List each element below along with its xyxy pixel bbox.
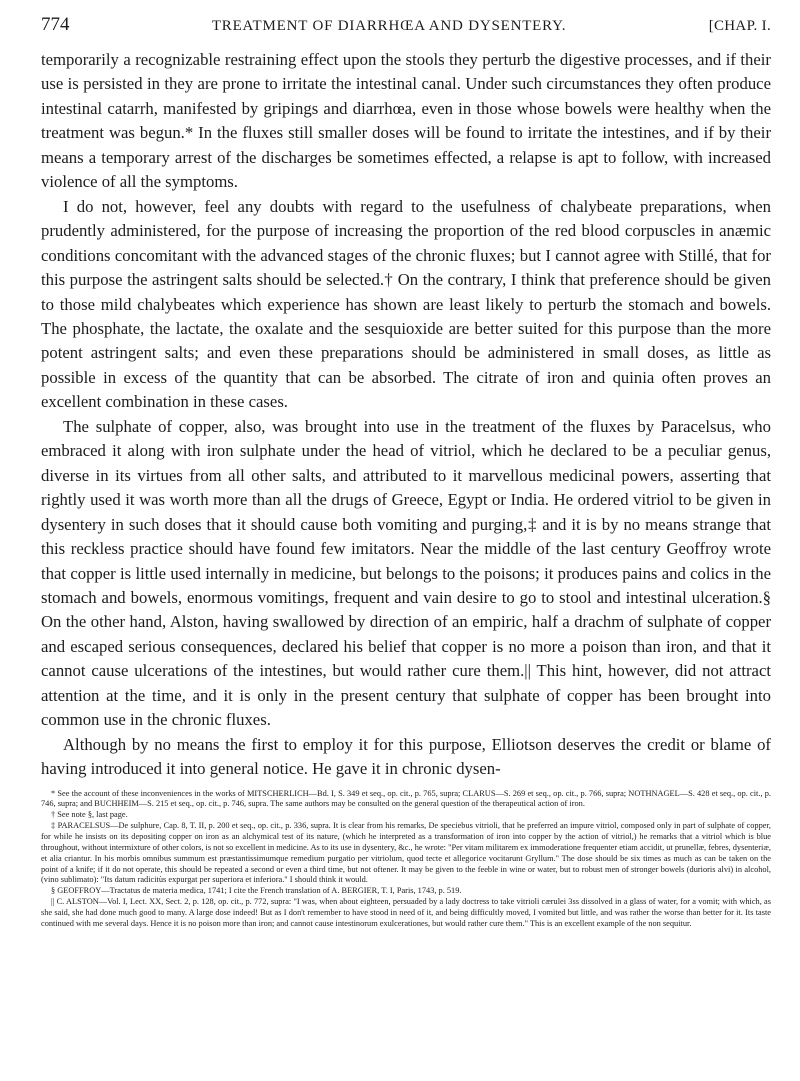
paragraph-1: temporarily a recognizable restraining effect upon the stools they perturb the digestive processes, and if their use is persisted in they are prone to irritate the intestinal canal. Under such circumstances they often produce intestinal catarrh, manifested by gripings and diarrhœa, even in those whose bowels were healthy when the treatment was begun.* In the fluxes still smaller doses will be found to irritate the intestines, and if by their means a temporary arrest of the discharges be sometimes effected, a relapse is apt to follow, with increased violence of all the symptoms. <box>41 50 771 192</box>
footnotes <box>41 789 771 930</box>
footnote-4: § GEOFFROY—Tractatus de materia medica, 1741; I cite the French translation of A. BERGIER, T. I, Paris, 1743, p. 519. <box>51 886 462 896</box>
footnote-5: || C. ALSTON—Vol. I, Lect. XX, Sect. 2, p. 128, op. cit., p. 772, supra: "I was, when about eighteen, persuaded by a lady doctress to take vitrioli cærulei 3ss dissolved in a glass of water, for a vomit; with which, as she said, she had done much good to many. A large dose indeed! But as I don't remember to have stood in need of it, and being difficultly moved, I vomited but little, and was rather the worse than better for it. Its taste continued with me several days. Hence it is no poison more than iron; and cannot cause intestinorum exulcerationes, but would rather cure them." This is an excellent example of the non sequitur. <box>41 897 771 928</box>
chapter-label: [CHAP. I. <box>708 18 771 34</box>
footnote-2: † See note §, last page. <box>51 810 128 820</box>
body-text <box>41 48 771 782</box>
paragraph-3: The sulphate of copper, also, was brought into use in the treatment of the fluxes by Paracelsus, who embraced it along with iron sulphate under the head of vitriol, which he declared to be a peculiar genus, diverse in its virtues from all other salts, and attributed to it marvellous medicinal powers, asserting that rightly used it was worth more than all the drugs of Greece, Egypt or India. He ordered vitriol to be given in dysentery in such doses that it should cause both vomiting and purging,‡ and it is by no means strange that this reckless practice should have found few imitators. Near the middle of the last century Geoffroy wrote that copper is little used internally in medicine, but belongs to the poisons; it produces pains and colics in the stomach and bowels, enormous vomitings, frequent and vain desire to go to stool and intestinal ulceration.§ On the other hand, Alston, having swallowed by direction of an empiric, half a drachm of sulphate of copper and escaped serious consequences, declared his belief that copper is no more a poison than iron, and that it cannot cause ulcerations of the intestines, but would rather cure them.|| This hint, however, did not attract attention at the time, and it is only in the present century that sulphate of copper has been brought into common use in the chronic fluxes. <box>41 416 771 730</box>
paragraph-4: Although by no means the first to employ it for this purpose, Elliotson deserves the credit or blame of having introduced it into general notice. He gave it in chronic dysen- <box>41 734 771 779</box>
footnote-3: ‡ PARACELSUS—De sulphure, Cap. 8, T. II, p. 200 et seq., op. cit., p. 336, supra. It is clear from his remarks, De speciebus vitrioli, that he preferred an impure vitriol, composed only in part of sulphate of copper, for while he insists on its depositing copper on iron as an alchymical test of its nature, (which he interpreted as a transformation of iron into copper by the action of vitriol,) he remarks that a vitriol which is blue throughout, without intermixture of other colors, is not so excellent in medicine. As to its use in dysentery, &c., he wrote: "Per vitam militarem ex immoderatione frequenter etiam accidit, ut prunellæ, febres, dysenteriæ, et alia criantur. In his morbis omnibus summum est præstantissimumque remedium purgatio per vitriolum, quod tecte et allegorice vocitarunt Gryllum." The dose should be six times as much as can be taken on the point of a knife; if it do not operate, this should be repeated a second or even a third time, but not oftener. It may be given to the feeble in wine or water, but to robust men of stronger bowels (durioris alvi) in alcohol, (vino sublimato): "Its datum radicitùs expurgat per superiora et inferiora." I should think it would. <box>41 821 771 885</box>
running-header <box>41 14 771 40</box>
page-number: 774 <box>41 14 70 35</box>
footnote-1: * See the account of these inconveniences in the works of MITSCHERLICH—Bd. I, S. 349 et seq., op. cit., p. 765, supra; CLARUS—S. 269 et seq., op. cit., p. 766, supra; NOTHNAGEL—S. 428 et seq., op. cit., p. 746, supra; and BUCHHEIM—S. 215 et seq., op. cit., p. 746, supra. The same authors may be consulted on the general question of the therapeutical action of iron. <box>41 788 771 809</box>
paragraph-2: I do not, however, feel any doubts with regard to the usefulness of chalybeate preparations, when prudently administered, for the purpose of increasing the proportion of the red blood corpuscles in anæmic conditions concomitant with the advanced stages of the chronic fluxes; but I cannot agree with Stillé, that for this purpose the astringent salts should be selected.† On the contrary, I think that preference should be given to those mild chalybeates which experience has shown are least likely to perturb the stomach and bowels. The phosphate, the lactate, the oxalate and the sesquioxide are better suited for this purpose than the more potent astringent salts; and even these preparations should be administered in small doses, as little as possible in excess of the quantity that can be absorbed. The citrate of iron and quinia often proves an excellent combination in these cases. <box>41 196 771 412</box>
book-page <box>41 14 771 930</box>
chapter-title: TREATMENT OF DIARRHŒA AND DYSENTERY. <box>211 18 567 34</box>
